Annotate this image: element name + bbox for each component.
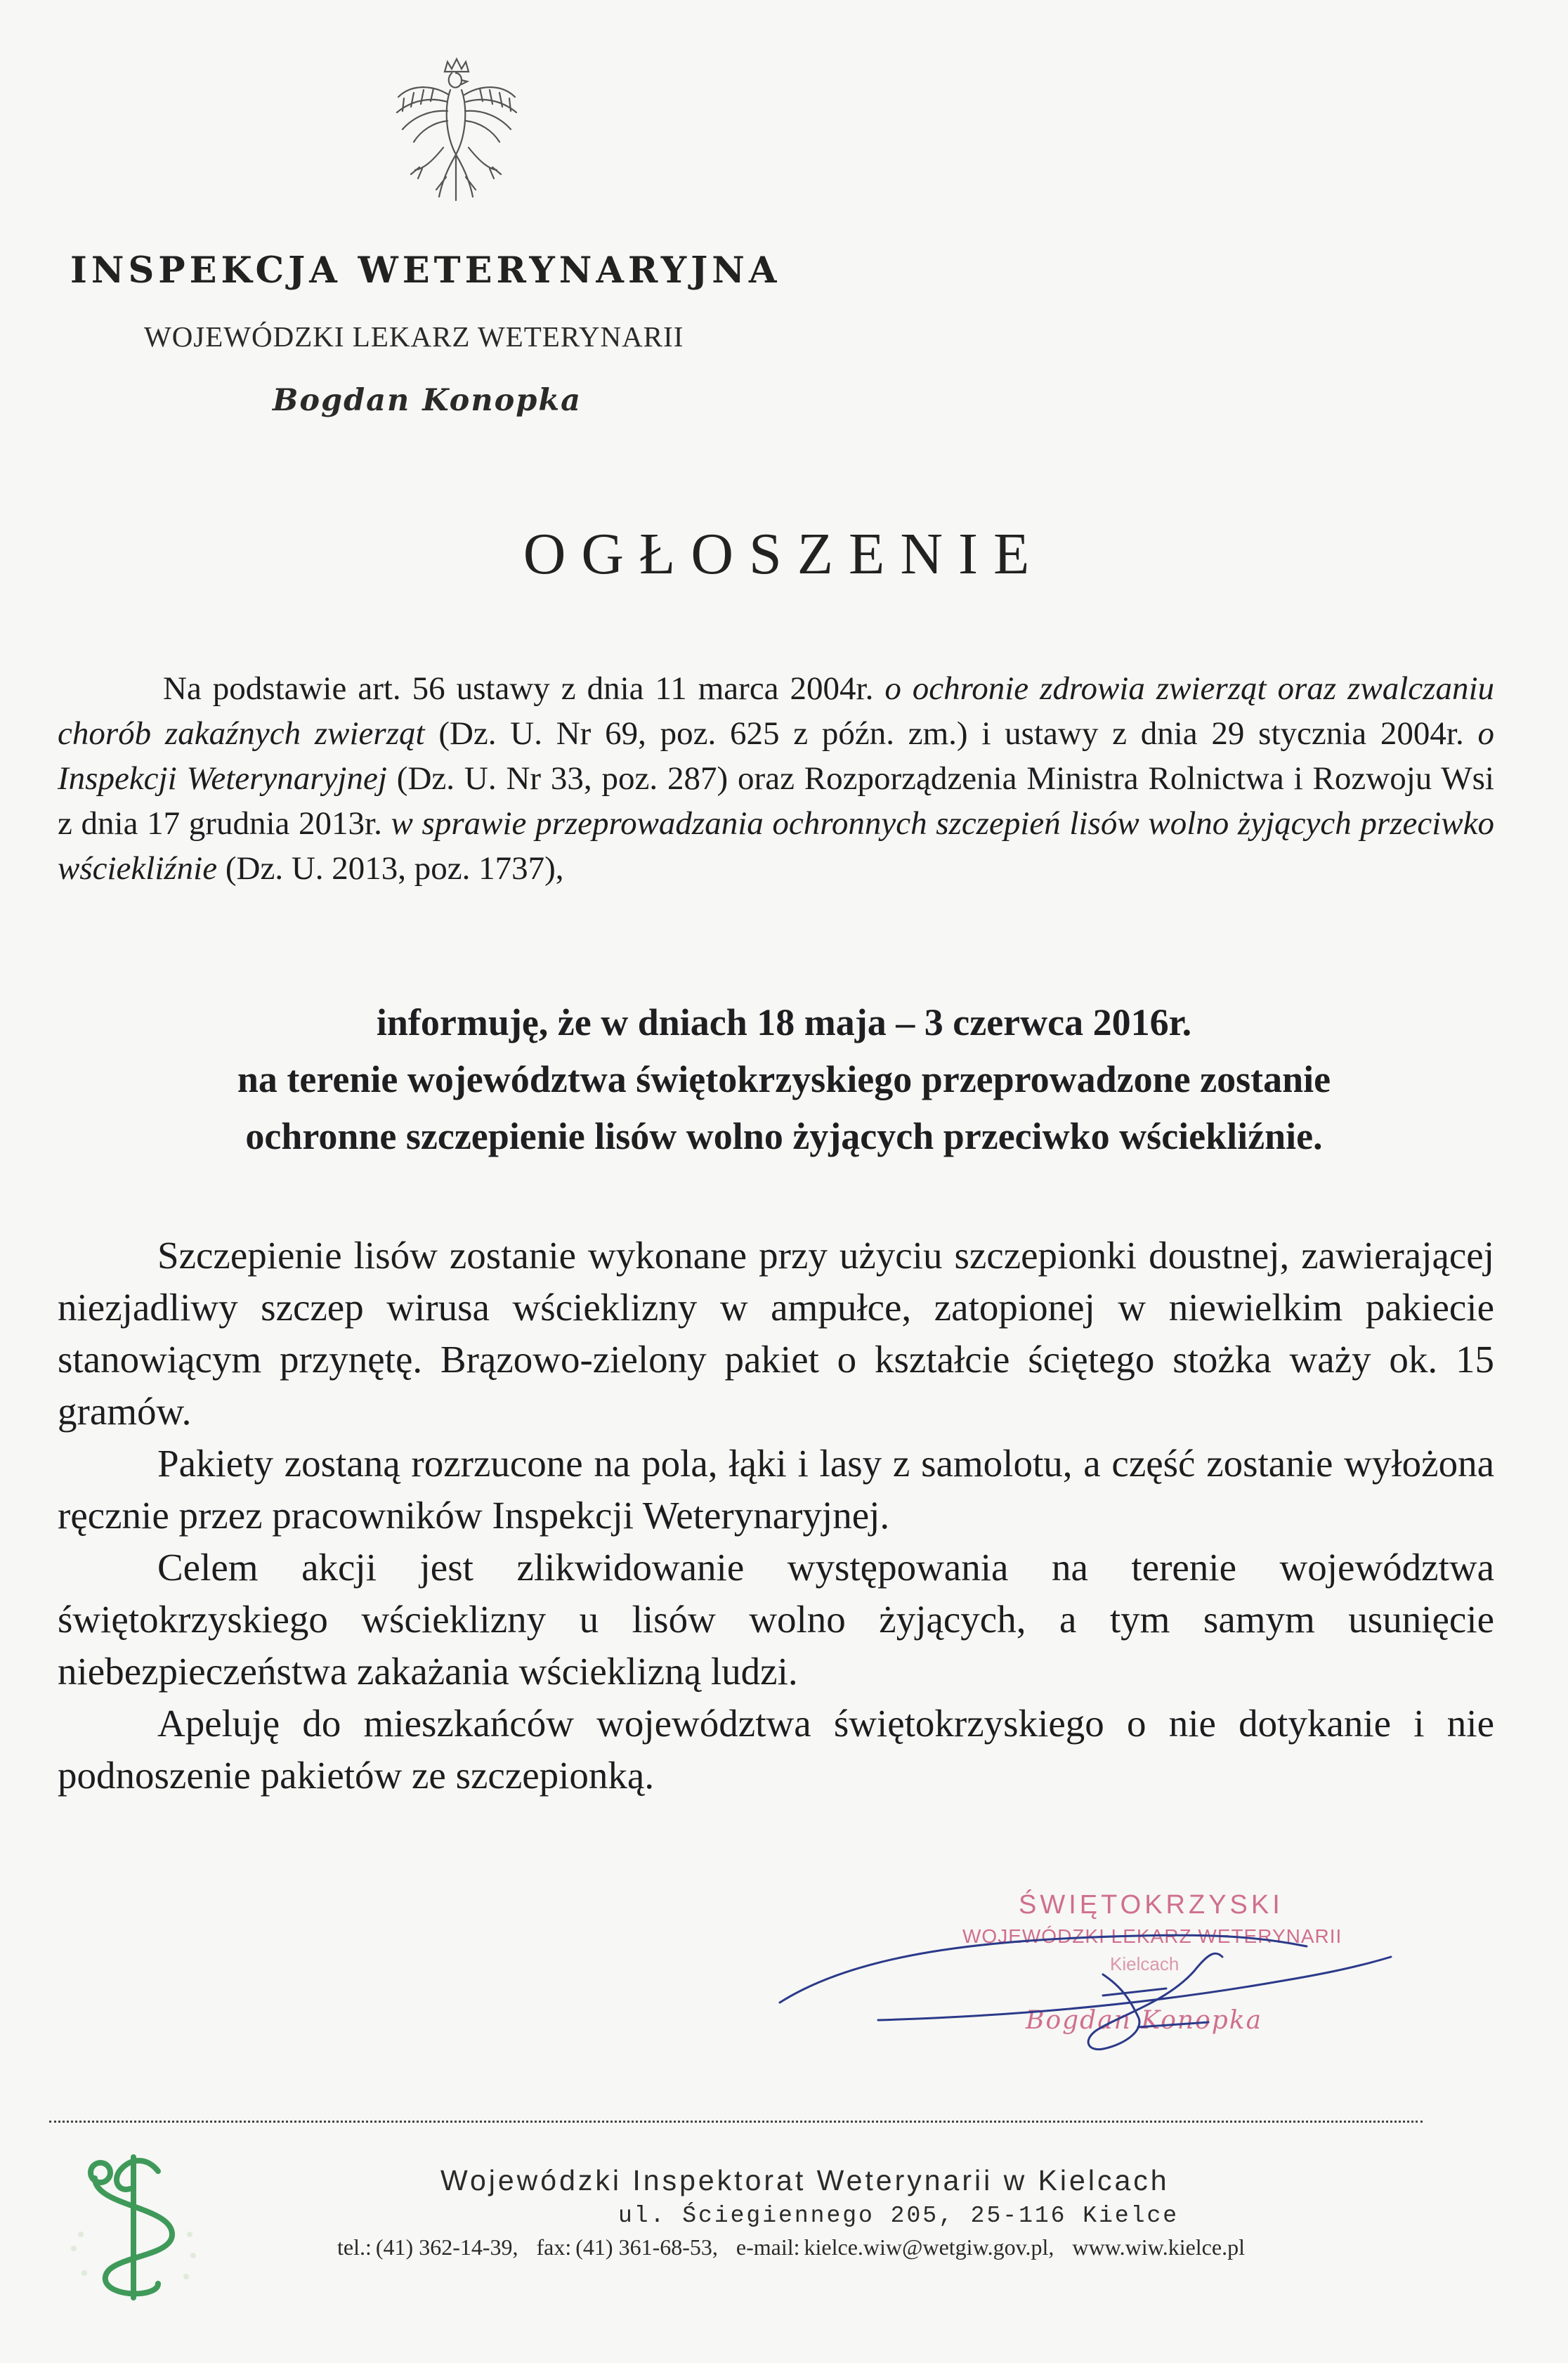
highlight-line-2: na terenie województwa świętokrzyskiego przeprowadzone zostanie [237, 1058, 1331, 1100]
legal-basis-act-3: w sprawie przeprowadzania ochronnych szczepień lisów wolno żyjących przeciwko wściekliźnie [58, 805, 1494, 887]
body-paragraph-4-text: Apeluję do mieszkańców województwa świętokrzyskiego o nie dotykanie i nie podnoszenie pakietów ze szczepionką. [58, 1702, 1494, 1797]
organization-title: INSPEKCJA WETERYNARYJNA [70, 249, 781, 292]
stamp-line-1: ŚWIĘTOKRZYSKI [1019, 1890, 1283, 1920]
footer-institution: Wojewódzki Inspektorat Weterynarii w Kielcach [440, 2164, 1170, 2196]
legal-basis-text-2: (Dz. U. Nr 69, poz. 625 z późn. zm.) i ustawy z dnia 29 stycznia 2004r. [424, 715, 1478, 752]
footer-contact-line [337, 2234, 1257, 2260]
footer-divider [49, 2121, 1423, 2123]
website-link[interactable]: www.wiw.kielce.pl [1072, 2234, 1245, 2260]
highlight-line-1: informuję, że w dniach 18 maja – 3 czerwca 2016r. [376, 1001, 1192, 1043]
email-label: e-mail: [736, 2234, 800, 2260]
handwritten-signature [773, 1883, 1405, 2080]
organization-subtitle: WOJEWÓDZKI LEKARZ WETERYNARII [144, 320, 684, 353]
legal-basis-paragraph [58, 666, 1494, 891]
highlight-line-3: ochronne szczepienie lisów wolno żyjących przeciwko wściekliźnie. [245, 1115, 1323, 1157]
legal-basis-act-1: o ochronie zdrowia zwierząt oraz zwalczaniu chorób zakaźnych zwierząt [58, 670, 1494, 752]
fax-number: (41) 361-68-53, [575, 2234, 718, 2260]
legal-basis-text-4: (Dz. U. 2013, poz. 1737), [217, 850, 564, 887]
announcement-highlight [0, 994, 1568, 1165]
polish-eagle-emblem-icon [383, 56, 530, 218]
body-paragraph-3-text: Celem akcji jest zlikwidowanie występowania na terenie województwa świętokrzyskiego wścieklizny u lisów wolno żyjących, a tym samym usunięcie niebezpieczeństwa zakażania wścieklizną ludzi. [58, 1546, 1494, 1693]
body-paragraph-3 [58, 1542, 1494, 1698]
footer-address: ul. Ściegiennego 205, 25-116 Kielce [618, 2203, 1180, 2229]
veterinary-caduceus-logo-icon [53, 2129, 214, 2326]
body-paragraph-4 [58, 1698, 1494, 1802]
email-link[interactable]: kielce.wiw@wetgiw.gov.pl, [804, 2234, 1054, 2260]
official-name: Bogdan Konopka [273, 383, 582, 418]
document-heading: OGŁOSZENIE [523, 521, 1045, 587]
stamp-line-3: Kielcach [1110, 1953, 1180, 1974]
stamp-name: Bogdan Konopka [1026, 2006, 1263, 2035]
body-paragraph-2-text: Pakiety zostaną rozrzucone na pola, łąki i lasy z samolotu, a część zostanie wyłożona ręcznie przez pracowników Inspekcji Weterynaryjnej. [58, 1442, 1494, 1537]
legal-basis-act-2: o Inspekcji Weterynaryjnej [58, 715, 1494, 797]
stamp-line-2: WOJEWÓDZKI LEKARZ WETERYNARII [962, 1925, 1342, 1947]
tel-label: tel.: [337, 2234, 372, 2260]
body-paragraph-1-text: Szczepienie lisów zostanie wykonane przy użyciu szczepionki doustnej, zawierającej niezjadliwy szczep wirusa wścieklizny w ampułce, zatopionej w niewielkim pakiecie stanowiącym przynętę. Brązowo-zielony pakiet o kształcie ściętego stożka waży ok. 15 gramów. [58, 1234, 1494, 1433]
legal-basis-text-1: Na podstawie art. 56 ustawy z dnia 11 marca 2004r. [163, 670, 885, 707]
body-paragraph-1 [58, 1230, 1494, 1438]
legal-basis-text-3: (Dz. U. Nr 33, poz. 287) oraz Rozporządzenia Ministra Rolnictwa i Rozwoju Wsi z dnia 17 grudnia 2013r. [58, 760, 1494, 842]
body-paragraph-2 [58, 1438, 1494, 1542]
fax-label: fax: [536, 2234, 572, 2260]
tel-number: (41) 362-14-39, [375, 2234, 518, 2260]
